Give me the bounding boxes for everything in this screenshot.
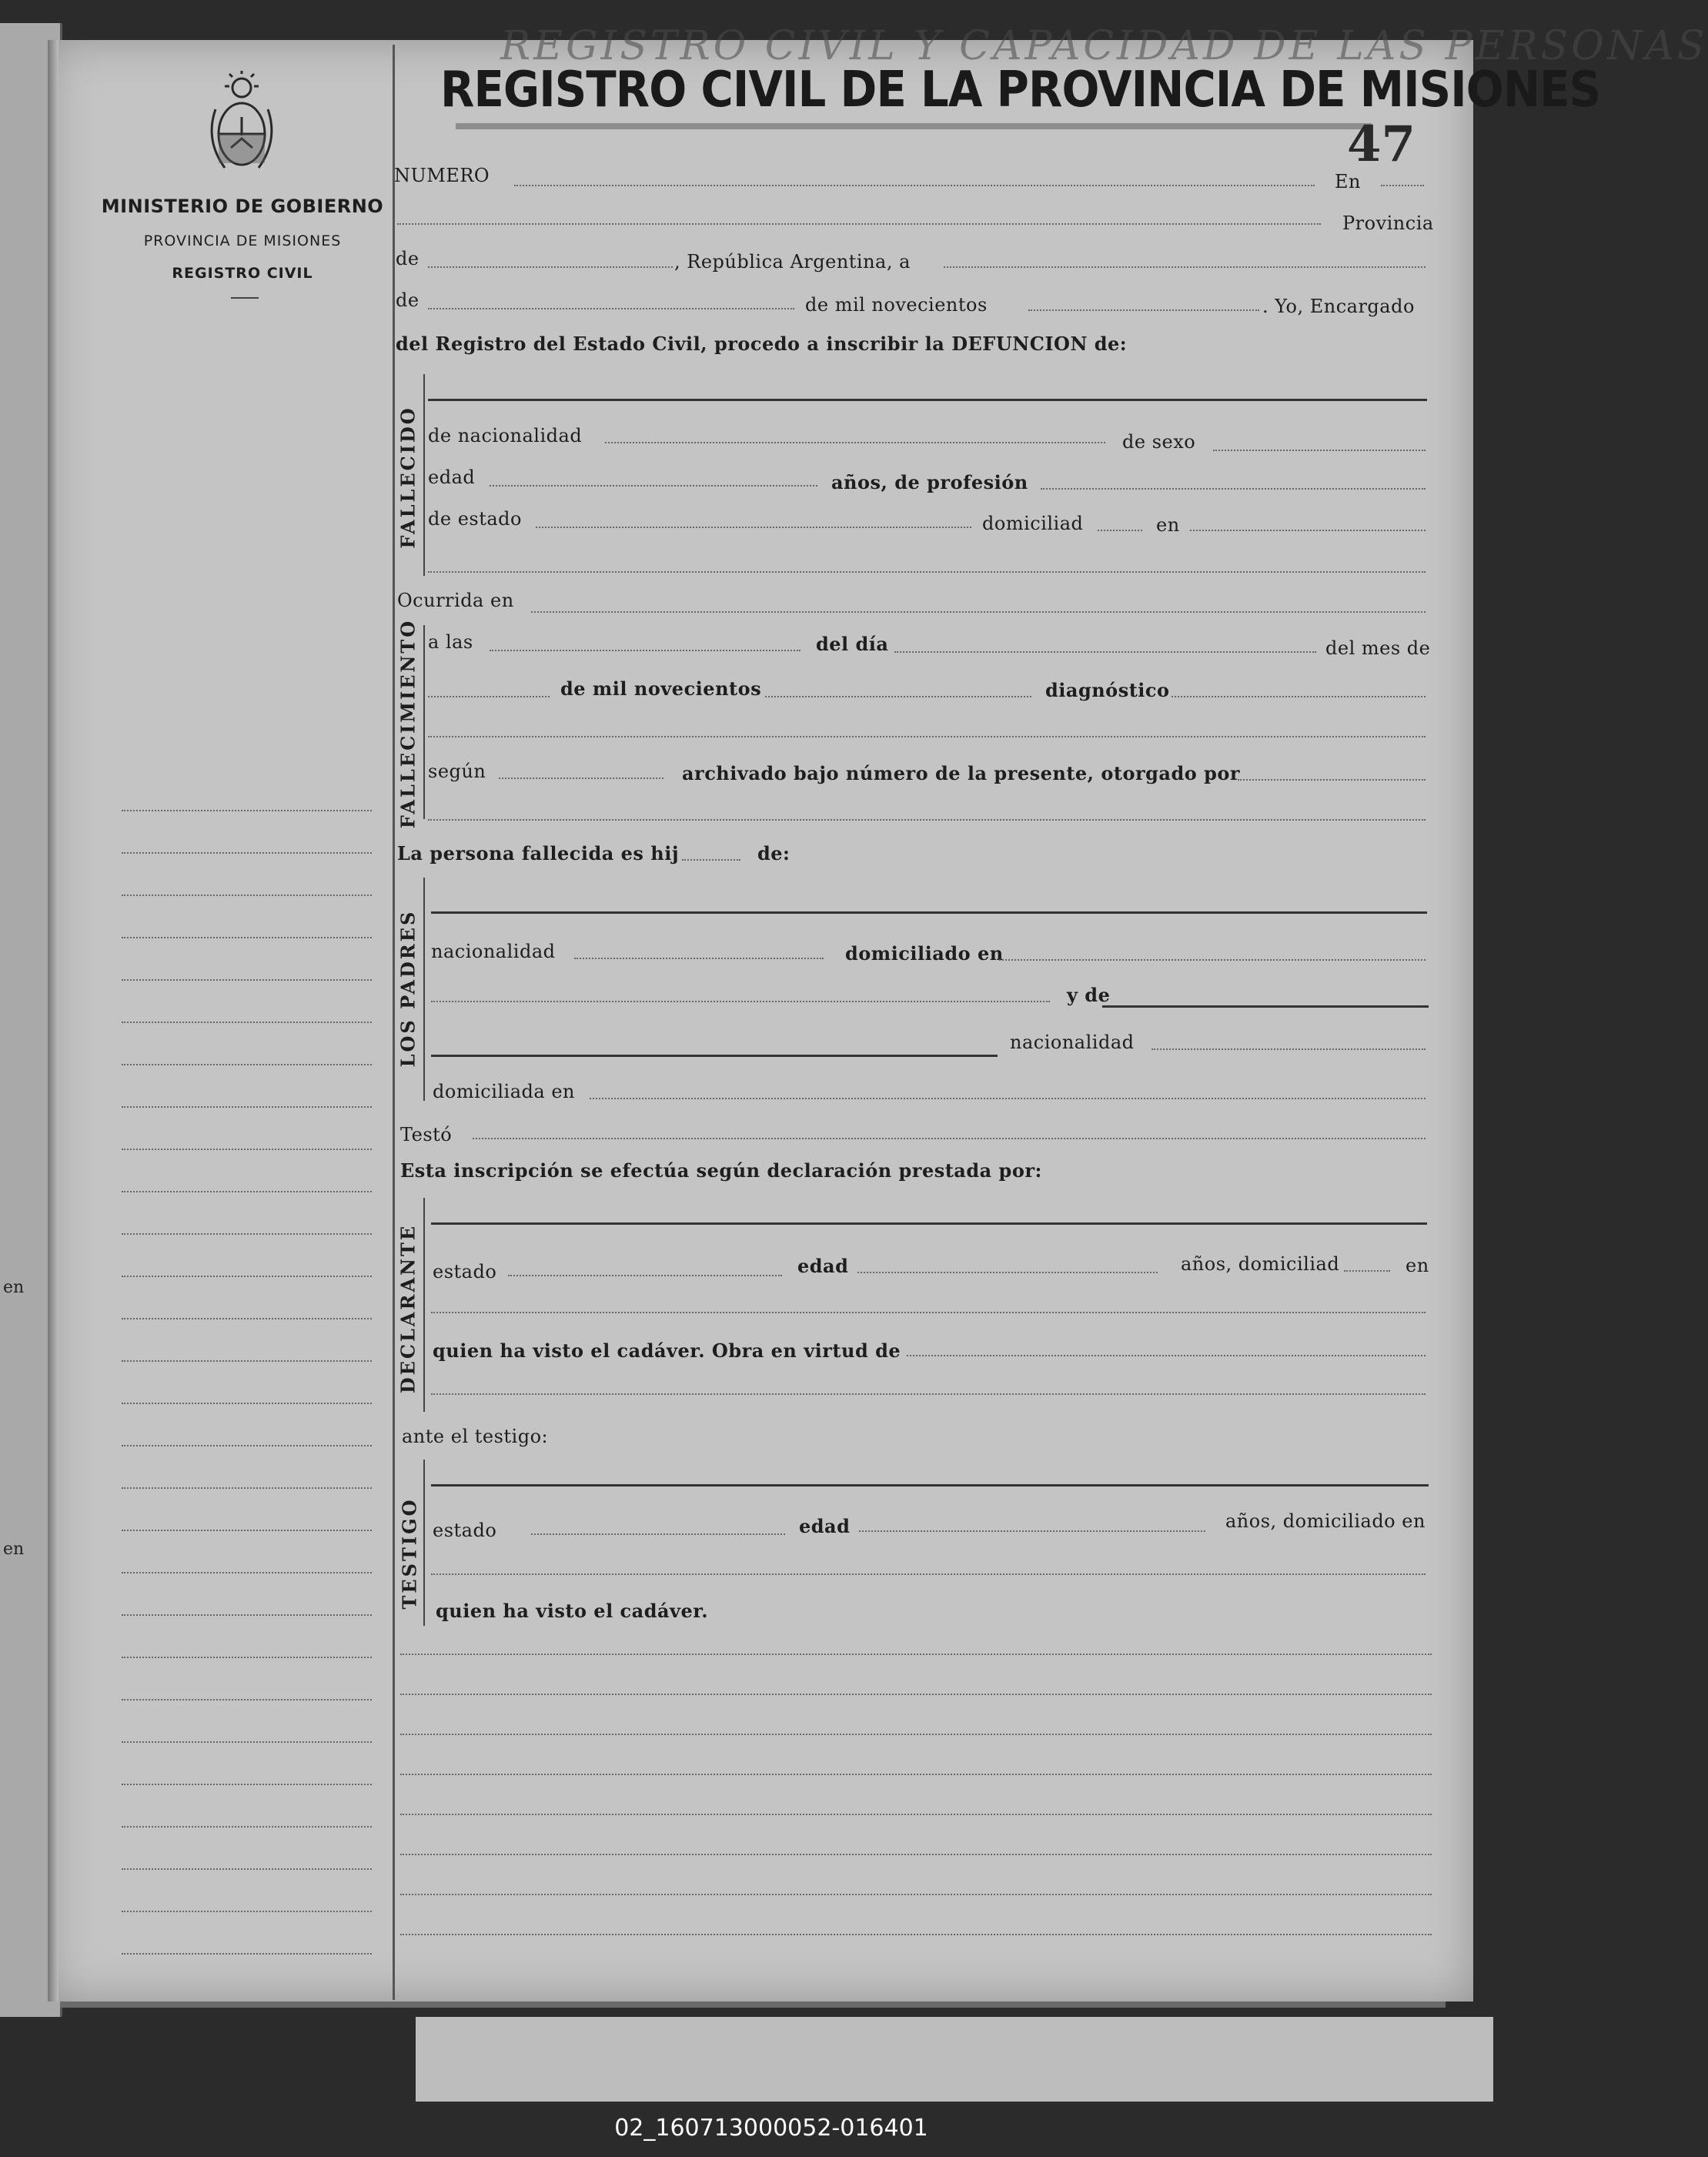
domiciliada-en-label: domiciliada en [433, 1081, 575, 1102]
margin-note-line[interactable] [122, 1741, 372, 1743]
margin-note-line[interactable] [122, 1868, 372, 1870]
margin-note-line[interactable] [122, 1318, 372, 1319]
sexo-label: de sexo [1122, 431, 1196, 453]
declarante-domicilio-field[interactable] [431, 1312, 1426, 1313]
archivado-label: archivado bajo número de la presente, otorgado por [682, 762, 1241, 784]
note-line[interactable] [400, 1934, 1432, 1935]
fallecido-side-label: FALLECIDO [396, 406, 419, 549]
margin-note-line[interactable] [122, 1530, 372, 1531]
margin-note-line[interactable] [122, 937, 372, 938]
encargado-label: . Yo, Encargado [1262, 296, 1415, 317]
domicilio-continuation-field[interactable] [428, 571, 1426, 573]
section-bracket [423, 625, 425, 819]
margin-note-line[interactable] [122, 1826, 372, 1828]
page-title: REGISTRO CIVIL DE LA PROVINCIA DE MISIONES [440, 62, 1601, 119]
certificado-field[interactable] [499, 778, 663, 779]
en-label: en [1156, 514, 1180, 536]
margin-note-line[interactable] [122, 1064, 372, 1065]
domiciliado-en-label: domiciliado en [845, 942, 1004, 965]
year-field[interactable] [1028, 309, 1259, 311]
madre-domicilio-field[interactable] [590, 1098, 1426, 1099]
declarante-estado-field[interactable] [508, 1275, 782, 1276]
section-bracket [423, 1460, 425, 1626]
padre-domicilio-field[interactable] [999, 959, 1426, 961]
testigo-name-field[interactable] [431, 1484, 1429, 1486]
mother-name-continuation-field[interactable] [431, 1055, 998, 1057]
section-bracket [423, 878, 425, 1101]
nacionalidad-field[interactable] [605, 442, 1105, 443]
defuncion-intro: del Registro del Estado Civil, procedo a inscribir la DEFUNCION de: [396, 333, 1128, 355]
file-identifier: 02_160713000052-016401 [614, 2115, 928, 2142]
margin-note-line[interactable] [122, 810, 372, 811]
republica-label: , República Argentina, a [674, 251, 911, 273]
dia-field[interactable] [894, 651, 1316, 653]
binding-shadow [48, 40, 58, 2001]
ocurrida-field[interactable] [531, 611, 1426, 613]
madre-nacionalidad-field[interactable] [1151, 1048, 1426, 1050]
margin-note-line[interactable] [122, 1149, 372, 1150]
declarante-edad-field[interactable] [857, 1272, 1158, 1273]
note-line[interactable] [400, 1774, 1432, 1775]
margin-note-line[interactable] [122, 1022, 372, 1023]
declarante-estado-label: estado [433, 1261, 497, 1282]
testigo-visto-label: quien ha visto el cadáver. [436, 1600, 709, 1622]
padre-nacionalidad-label: nacionalidad [431, 941, 556, 962]
department-field[interactable] [428, 266, 673, 268]
mes-field[interactable] [428, 696, 550, 697]
declarante-intro: Esta inscripción se efectúa según declaración prestada por: [400, 1159, 1042, 1182]
en-field[interactable] [1381, 185, 1424, 186]
diagnostico-field[interactable] [1172, 696, 1426, 697]
testigo-estado-field[interactable] [531, 1533, 785, 1535]
declarante-edad-label: edad [797, 1255, 849, 1277]
provincia-label: Provincia [1342, 212, 1434, 234]
declarante-domiciliad-label: años, domiciliad [1181, 1253, 1340, 1275]
margin-note-line[interactable] [122, 1953, 372, 1955]
title-underline [456, 123, 1372, 129]
note-line[interactable] [400, 1854, 1432, 1855]
obra-en-virtud-field[interactable] [907, 1355, 1426, 1356]
underlying-sheet [416, 2017, 1493, 2102]
margin-note-line[interactable] [122, 1487, 372, 1489]
mil-novecientos-label: de mil novecientos [805, 294, 988, 316]
section-bracket [423, 374, 425, 576]
domicilio-field[interactable] [1190, 530, 1426, 531]
margin-note-line[interactable] [122, 1233, 372, 1235]
estado-field[interactable] [536, 527, 971, 528]
note-line[interactable] [400, 1694, 1432, 1695]
declarante-en-label: en [1406, 1255, 1429, 1276]
padre-nacionalidad-field[interactable] [574, 958, 824, 959]
del-dia-label: del día [816, 633, 889, 655]
ocurrida-label: Ocurrida en [397, 590, 514, 611]
margin-note-line[interactable] [122, 1403, 372, 1404]
margin-note-line[interactable] [122, 1445, 372, 1446]
segun-label: según [428, 761, 486, 782]
testo-label: Testó [400, 1124, 453, 1145]
a-las-label: a las [428, 631, 473, 653]
numero-label: NUMERO [394, 165, 490, 186]
otorgado-continuation-field[interactable] [428, 819, 1426, 821]
folio-number: 47 [1347, 115, 1416, 173]
diagnostico-label: diagnóstico [1045, 679, 1170, 701]
diagnostico-continuation-field[interactable] [428, 736, 1426, 737]
registry-stamp: REGISTRO CIVIL Y CAPACIDAD DE LAS PERSONAS [500, 23, 1708, 69]
note-line[interactable] [400, 1894, 1432, 1895]
profesion-label: años, de profesión [831, 471, 1028, 493]
domiciliad-label: domiciliad [982, 513, 1084, 534]
en-label: En [1335, 171, 1361, 192]
margin-note-line[interactable] [122, 895, 372, 896]
declarante-side-label: DECLARANTE [396, 1223, 419, 1394]
padres-de-label: de: [757, 842, 790, 864]
mother-name-field[interactable] [1102, 1005, 1429, 1008]
previous-page-fragment: en [3, 1540, 25, 1559]
del-mes-label: del mes de [1325, 637, 1431, 659]
ministry-divider [231, 297, 259, 299]
padre-domicilio-continuation-field[interactable] [431, 1001, 1050, 1002]
anio-field[interactable] [765, 696, 1031, 697]
deceased-name-field[interactable] [428, 399, 1427, 401]
ministry-name: MINISTERIO DE GOBIERNO [101, 196, 384, 217]
testigo-intro: ante el testigo: [402, 1426, 549, 1447]
margin-note-line[interactable] [122, 1911, 372, 1912]
previous-page-fragment: en [3, 1278, 25, 1297]
padres-side-label: LOS PADRES [396, 909, 419, 1068]
testigo-edad-label: edad [799, 1515, 851, 1537]
margin-note-line[interactable] [122, 1106, 372, 1108]
testigo-domicilio-field[interactable] [431, 1573, 1426, 1575]
margin-note-line[interactable] [122, 1276, 372, 1277]
margin-note-line[interactable] [122, 1614, 372, 1616]
margin-note-line[interactable] [122, 979, 372, 981]
padres-intro: La persona fallecida es hij [397, 842, 680, 864]
ministry-province: PROVINCIA DE MISIONES [143, 232, 342, 249]
month-field[interactable] [428, 308, 794, 309]
declarante-name-field[interactable] [431, 1222, 1427, 1225]
margin-note-line[interactable] [122, 1784, 372, 1785]
margin-note-line[interactable] [122, 1699, 372, 1701]
day-field[interactable] [944, 266, 1426, 268]
hora-field[interactable] [490, 650, 801, 651]
numero-field[interactable] [514, 185, 1315, 186]
locality-field[interactable] [397, 223, 1321, 225]
testigo-edad-field[interactable] [859, 1530, 1205, 1532]
margin-note-line[interactable] [122, 1657, 372, 1658]
edad-field[interactable] [490, 485, 817, 487]
testigo-domiciliado-label: años, domiciliado en [1225, 1510, 1426, 1532]
note-line[interactable] [400, 1814, 1432, 1815]
father-name-field[interactable] [431, 911, 1427, 914]
margin-divider [393, 45, 395, 2000]
declarante-visto-label: quien ha visto el cadáver. Obra en virtud de [433, 1339, 901, 1362]
margin-note-line[interactable] [122, 1572, 372, 1573]
margin-note-line[interactable] [122, 852, 372, 854]
domiciliad-suffix-field[interactable] [1098, 530, 1142, 531]
mil-novecientos-label: de mil novecientos [560, 677, 762, 700]
estado-label: de estado [428, 508, 522, 530]
declarante-domiciliad-suffix-field[interactable] [1344, 1270, 1390, 1272]
edad-label: edad [428, 467, 476, 488]
testigo-side-label: TESTIGO [398, 1497, 421, 1610]
argentina-coat-of-arms-icon [202, 71, 282, 179]
sexo-field[interactable] [1213, 450, 1426, 451]
de-label: de [396, 289, 419, 311]
section-bracket [423, 1198, 425, 1412]
de-label: de [396, 248, 419, 269]
obra-continuation-field[interactable] [431, 1393, 1426, 1395]
nacionalidad-label: de nacionalidad [428, 425, 583, 446]
ministry-registry: REGISTRO CIVIL [172, 265, 313, 282]
testigo-estado-label: estado [433, 1520, 497, 1541]
note-line[interactable] [400, 1734, 1432, 1735]
margin-note-line[interactable] [122, 1191, 372, 1192]
y-de-label: y de [1067, 984, 1111, 1006]
profesion-field[interactable] [1041, 488, 1426, 490]
otorgado-por-field[interactable] [1238, 779, 1426, 781]
margin-note-line[interactable] [122, 1360, 372, 1362]
madre-nacionalidad-label: nacionalidad [1010, 1032, 1135, 1053]
fallecimiento-side-label: FALLECIMIENTO [396, 618, 419, 829]
hijo-suffix-field[interactable] [682, 859, 740, 861]
testo-field[interactable] [473, 1138, 1426, 1139]
note-line[interactable] [400, 1654, 1432, 1655]
